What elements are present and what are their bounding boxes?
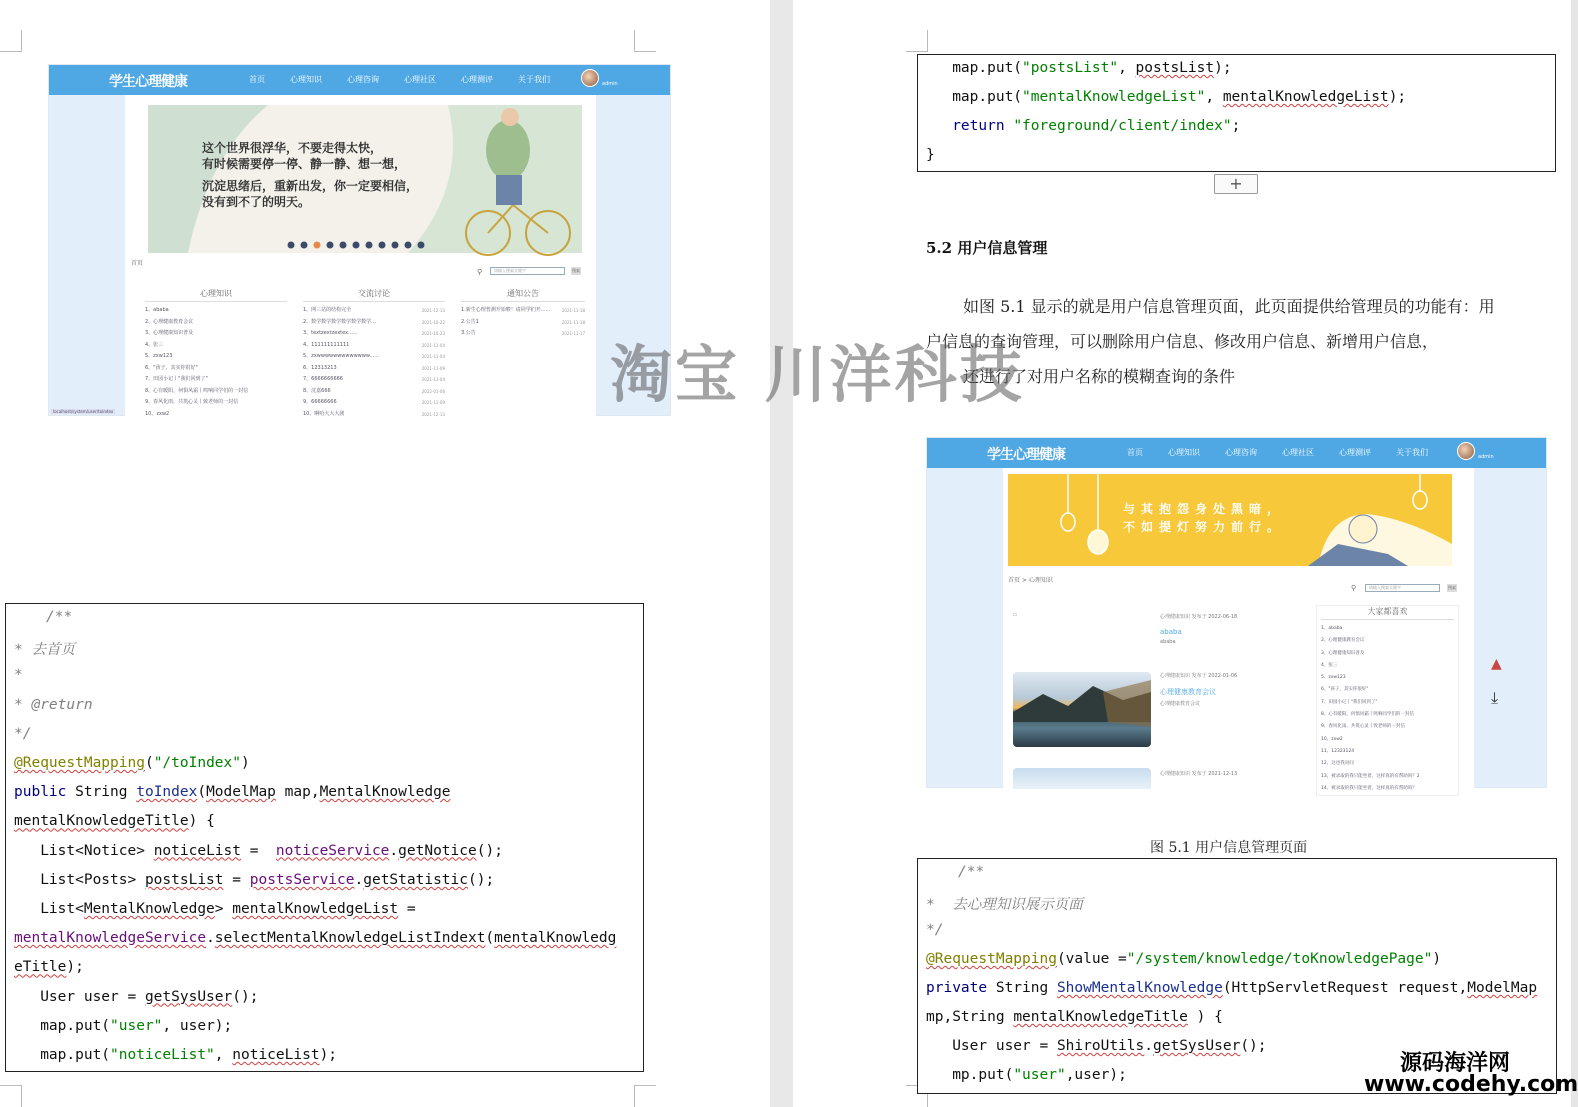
code-line: @RequestMapping(value ="/system/knowledge/toKnowledgePage") — [926, 951, 1442, 967]
list-item[interactable]: 8、沈嘉666 2022-01-06 — [303, 387, 445, 394]
code-line: mp.put("user",user); — [926, 1067, 1127, 1083]
list-item[interactable]: 10、啊哈大大大剧 2021-12-13 — [303, 410, 445, 417]
page-content — [1003, 468, 1474, 789]
list-item[interactable]: 6、12313213 2021-11-09 — [303, 364, 445, 371]
banner-text: 这个世界很浮华，不要走得太快， 有时候需要停一停、静一静、想一想， 沉淀思绪后，重新出发，你一定要相信， 没有到不了的明天。 — [202, 141, 419, 209]
article-thumbnail[interactable] — [1013, 672, 1151, 747]
code-line: private String ShowMentalKnowledge(HttpServletRequest request,ModelMap — [926, 980, 1538, 996]
search-button[interactable]: 搜索 — [1448, 585, 1456, 590]
document-page-left — [0, 0, 770, 1107]
avatar — [1457, 442, 1475, 460]
list-item[interactable]: 6、"孩子，其实你很好" — [145, 364, 198, 371]
rocket-icon[interactable]: ▲ — [1491, 656, 1502, 672]
paragraph-line: 还进行了对用户名称的模糊查询的条件 — [963, 367, 1236, 386]
list-item[interactable]: 7、田园小记丨"我们回到了" — [145, 376, 208, 382]
list-item[interactable]: 9、66666666 2021-11-09 — [303, 399, 445, 405]
list-item[interactable]: 10、zxw2 — [1321, 736, 1343, 742]
search-button[interactable]: 搜索 — [572, 268, 580, 273]
list-item[interactable]: 9、春风化雨、共筑心灵丨致老师的一封信 — [145, 399, 239, 405]
panel-list — [1321, 623, 1454, 795]
site-menu — [249, 74, 550, 85]
search-input[interactable]: 请输入搜索关键字 — [1365, 584, 1440, 592]
list-item[interactable]: 8、心有暖阳，何惧风霜丨鸣响同学们的一封信 — [1321, 712, 1414, 718]
site-logo: 学生心理健康 — [109, 74, 187, 90]
list-item[interactable]: 6、"孩子，其实你很好" — [1321, 687, 1369, 693]
code-line: /** — [46, 609, 73, 625]
code-line: mentalKnowledgeService.selectMentalKnowledgeListIndext(mentalKnowledg — [14, 930, 617, 947]
code-line: List<MentalKnowledge> mentalKnowledgeList = — [14, 901, 416, 917]
nav-item[interactable]: 心理咨询 — [347, 75, 379, 84]
code-line: User user = getSysUser(); — [14, 988, 259, 1005]
breadcrumb: 首页 > 心理知识 — [1008, 577, 1053, 584]
panel-list — [461, 305, 585, 340]
article-title[interactable]: 心理健康教育会议 — [1160, 688, 1216, 696]
list-item[interactable]: 2、数学数学数学数学数学数学... 2021-10-22 — [303, 318, 445, 325]
page-content — [125, 95, 596, 417]
panel-title: 通知公告 — [461, 288, 585, 302]
list-item[interactable]: 3、心理健康知识普及 — [1321, 650, 1365, 656]
list-item[interactable]: 12、这也我问问 — [1321, 761, 1354, 767]
code-line: List<Posts> postsList = postsService.getStatistic(); — [14, 871, 495, 888]
avatar — [581, 69, 599, 87]
list-item[interactable]: 2、心理健康教育会议 — [145, 318, 194, 325]
code-line: map.put("user", user); — [14, 1017, 233, 1034]
list-item[interactable]: 2、心理健康教育会议 — [1321, 638, 1365, 644]
nav-item[interactable]: 关于我们 — [518, 75, 550, 84]
panel-title: 大家都喜欢 — [1321, 606, 1454, 620]
list-item[interactable]: 5、zxw123 — [1321, 675, 1346, 681]
discussion-panel — [303, 288, 445, 420]
list-item[interactable]: 1.新生心理普测开始啦！请同学们开...... 2021-11-18 — [461, 307, 585, 313]
code-line: @RequestMapping("/toIndex") — [14, 755, 250, 771]
breadcrumb: 首页 — [131, 260, 144, 267]
page-corner-mark — [634, 1085, 656, 1107]
code-line: List<Notice> noticeList = noticeService.getNotice(); — [14, 842, 503, 859]
panel-title: 交流讨论 — [303, 288, 445, 302]
nav-item[interactable]: 心理知识 — [290, 75, 322, 84]
popular-list — [1316, 605, 1459, 796]
section-heading: 5.2 用户信息管理 — [926, 239, 1048, 257]
code-line: */ — [926, 922, 944, 938]
banner — [148, 105, 582, 253]
code-line: map.put("postsList", postsList); — [926, 60, 1232, 76]
corner-watermark: 源码海洋网 — [1400, 1050, 1511, 1076]
list-item[interactable]: 14、被录取的我只能坐着，这样真的有帮助吗？ — [1321, 785, 1417, 791]
code-line: * @return — [14, 696, 93, 713]
paragraph-line: 户信息的查询管理，可以删除用户信息、修改用户信息、新增用户信息， — [926, 332, 1439, 351]
code-line: public String toIndex(ModelMap map,MentalKnowledge — [14, 784, 451, 801]
notice-panel — [461, 288, 585, 340]
figure-caption: 图 5.1 用户信息管理页面 — [1150, 840, 1308, 856]
article-thumbnail[interactable] — [1013, 768, 1151, 789]
corner-watermark-url: www.codehy.com — [1364, 1072, 1578, 1097]
broken-image-icon: ▫ — [1013, 611, 1018, 618]
panel-title: 心理知识 — [145, 288, 287, 302]
list-item[interactable]: 5、zxwwwwwwwwwwwww...... 2021-11-04 — [303, 353, 445, 359]
code-line: mentalKnowledgeTitle) { — [14, 813, 215, 830]
list-item[interactable]: 9、春风化雨、共筑心灵丨致老师的一封信 — [1321, 724, 1405, 730]
code-line: /** — [958, 864, 985, 880]
site-navbar — [927, 438, 1546, 468]
list-item[interactable]: 4、张三 — [145, 341, 164, 348]
nav-item[interactable]: 首页 — [1127, 448, 1143, 457]
code-line: * 去心理知识展示页面 — [926, 897, 1083, 913]
code-line: map.put("mentalKnowledgeList", mentalKnowledgeList); — [926, 89, 1407, 105]
status-url: localhost/system/user/toIndex — [53, 409, 114, 414]
nav-item[interactable]: 心理测评 — [1339, 448, 1371, 457]
watermark: 淘宝 川洋科技 — [610, 338, 1025, 411]
article-item[interactable]: 心理健康知识 发布于 2021-12-13 — [1160, 771, 1238, 777]
site-navbar — [49, 65, 670, 95]
code-line: * — [14, 667, 23, 684]
article-item[interactable]: 心理健康知识 发布于 2022-01-06 心理健康教育会议 心理健康教育会议 — [1160, 673, 1238, 707]
code-block-continuation — [917, 54, 1556, 172]
page-corner-mark — [906, 30, 928, 52]
list-item[interactable]: 1、ababa — [145, 307, 169, 313]
code-line: eTitle); — [14, 959, 84, 976]
document-page-right — [793, 0, 1571, 1107]
nav-item[interactable]: 心理知识 — [1168, 448, 1200, 457]
list-item[interactable]: 7、6666666666 2021-11-04 — [303, 376, 445, 382]
nav-item[interactable]: 首页 — [249, 75, 265, 84]
page-corner-mark — [0, 1085, 22, 1107]
user-name: admin — [1478, 454, 1494, 460]
list-item[interactable]: 5、zxw123 — [145, 353, 173, 359]
search-input[interactable]: 请输入搜索关键字 — [490, 267, 565, 275]
page-corner-mark — [0, 30, 22, 52]
page-corner-mark — [634, 30, 656, 52]
code-line: mp,String mentalKnowledgeTitle ) { — [926, 1009, 1223, 1025]
list-item[interactable]: 2.公告1 2021-11-18 — [461, 318, 585, 325]
download-icon[interactable]: ⤓ — [1491, 688, 1499, 707]
site-menu — [1127, 447, 1428, 458]
code-line: */ — [14, 725, 32, 742]
add-row-button[interactable]: + — [1214, 174, 1258, 194]
panel-list — [145, 305, 287, 420]
nav-item[interactable]: 心理社区 — [1282, 448, 1314, 457]
list-item[interactable]: 3、心理健康知识普及 — [145, 330, 194, 336]
nav-item[interactable]: 心理咨询 — [1225, 448, 1257, 457]
code-line: * 去首页 — [14, 642, 75, 659]
code-block-toindex — [5, 603, 644, 1072]
banner — [1008, 474, 1452, 566]
user-name: admin — [602, 81, 618, 87]
thumbnail-image — [1013, 672, 1151, 747]
code-line: return "foreground/client/index"; — [952, 118, 1241, 134]
nav-item[interactable]: 心理社区 — [404, 75, 436, 84]
list-item[interactable]: 4、111111111111 2021-11-04 — [303, 341, 445, 348]
search-icon[interactable]: ⚲ — [477, 268, 483, 276]
article-title[interactable]: ababa — [1160, 628, 1182, 636]
list-item[interactable]: 3.公告 2021-11-17 — [461, 330, 585, 336]
list-item[interactable]: 1、ababa — [1321, 626, 1343, 631]
list-item[interactable]: 7、田园小记丨"我们回到了" — [1321, 699, 1378, 705]
article-item[interactable]: 心理健康知识 发布于 2022-06-18 ababa ababa — [1160, 614, 1238, 645]
nav-item[interactable]: 心理测评 — [461, 75, 493, 84]
homepage-screenshot — [48, 64, 671, 416]
list-item[interactable]: 3、textzextzextex...... 2021-10-23 — [303, 330, 445, 336]
list-item[interactable]: 10、zxw2 — [145, 410, 170, 417]
list-item[interactable]: 1、网三站的结构完全 2021-12-13 — [303, 307, 445, 313]
list-item[interactable]: 11、12323124 — [1321, 748, 1355, 754]
panel-list — [303, 305, 445, 420]
search-icon[interactable]: ⚲ — [1351, 584, 1357, 592]
code-line: } — [926, 147, 935, 163]
page-gutter — [770, 0, 793, 1107]
list-item[interactable]: 13、被录取的我只能坐着，这样真的有帮助吗？2 — [1321, 773, 1420, 779]
list-item[interactable]: 8、心有暖阳，何惧风霜丨鸣响同学们的一封信 — [145, 387, 249, 394]
site-logo: 学生心理健康 — [987, 447, 1065, 463]
paragraph-line: 如图 5.1 显示的就是用户信息管理页面，此页面提供给管理员的功能有：用 — [963, 297, 1495, 316]
code-line: User user = ShiroUtils.getSysUser(); — [926, 1038, 1267, 1054]
banner-text: 与其抱怨身处黑暗， 不如提灯努力前行。 — [1123, 502, 1286, 534]
list-item[interactable]: 4、张三 — [1321, 662, 1338, 668]
knowledge-panel — [145, 288, 287, 420]
knowledge-page-screenshot — [926, 437, 1547, 791]
code-line: map.put("noticeList", noticeList); — [14, 1047, 338, 1063]
nav-item[interactable]: 关于我们 — [1396, 448, 1428, 457]
